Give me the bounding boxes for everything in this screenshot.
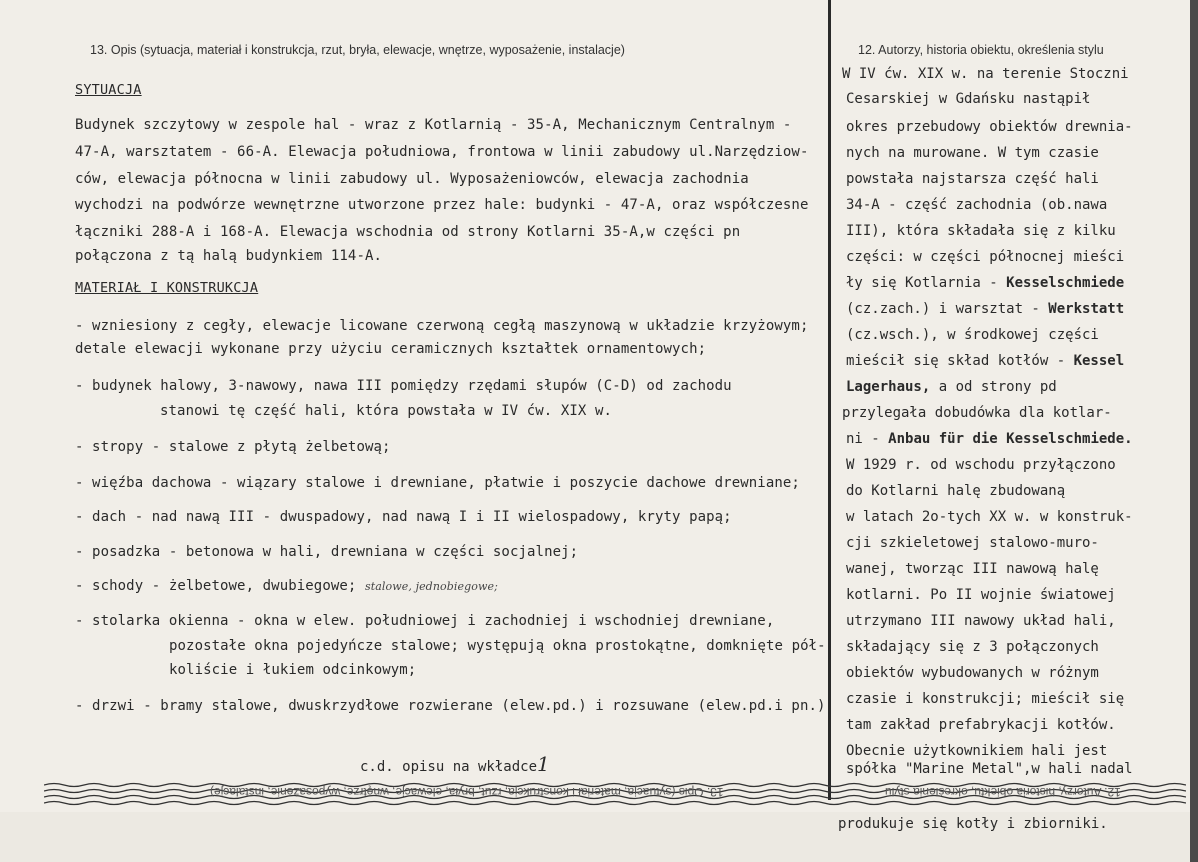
history-line: Cesarskiej w Gdańsku nastąpił (846, 91, 1091, 107)
material-line (75, 578, 498, 594)
situation-line: ców, elewacja północna w linii zabudowy ul. Wyposażeniowców, elewacja zachodnia (75, 171, 749, 187)
material-line: - wzniesiony z cegły, elewacje licowane czerwoną cegłą maszynową w układzie krzyżowym; (75, 318, 809, 334)
history-term: Werkstatt (1048, 301, 1125, 317)
history-line: tam zakład prefabrykacji kotłów. (846, 717, 1116, 733)
mirrored-footer-right: 12. Autorzy, historia obiektu, określenia stylu (885, 785, 1121, 799)
history-line: cji szkieletowej stalowo-muro- (846, 535, 1099, 551)
material-line: - dach - nad nawą III - dwuspadowy, nad nawą I i II wielospadowy, kryty papą; (75, 509, 732, 525)
history-line: Obecnie użytkownikiem hali jest (846, 743, 1108, 759)
stairs-text: - schody - żelbetowe, dwubiegowe; (75, 578, 357, 594)
situation-line: wychodzi na podwórze wewnętrzne utworzone przez hale: budynki - 47-A, oraz współczesne (75, 197, 809, 213)
continuation-text: c.d. opisu na wkładce (360, 759, 538, 775)
material-line: detale elewacji wykonane przy użyciu ceramicznych kształtek ornamentowych; (75, 341, 707, 357)
situation-line: połączona z tą halą budynkiem 114-A. (75, 248, 383, 264)
history-text: a od strony pd (930, 379, 1057, 395)
material-line: koliście i łukiem odcinkowym; (169, 662, 417, 678)
history-text: mieścił się skład kotłów - (846, 353, 1074, 369)
history-line: kotlarni. Po II wojnie światowej (846, 587, 1116, 603)
history-line: (cz.wsch.), w środkowej części (846, 327, 1099, 343)
history-line: III), która składała się z kilku (846, 223, 1116, 239)
history-term: Lagerhaus, (846, 379, 931, 395)
history-line: wanej, tworząc III nawową halę (846, 561, 1099, 577)
history-line: do Kotlarni halę zbudowaną (846, 483, 1066, 499)
material-line: - więźba dachowa - wiązary stalowe i drewniane, płatwie i poszycie dachowe drewniane; (75, 475, 800, 491)
history-line (846, 353, 1124, 369)
right-border (1190, 0, 1198, 862)
history-line: obiektów wybudowanych w różnym (846, 665, 1099, 681)
history-line-last: produkuje się kotły i zbiorniki. (838, 816, 1108, 832)
left-header: 13. Opis (sytuacja, materiał i konstrukcja, rzut, bryła, elewacje, wnętrze, wyposażenie, instalacje) (90, 43, 625, 57)
history-line: okres przebudowy obiektów drewnia- (846, 119, 1133, 135)
history-term: Kessel (1073, 353, 1125, 369)
situation-line: łączniki 288-A i 168-A. Elewacja wschodnia od strony Kotlarni 35-A,w części pn (75, 224, 741, 240)
right-header: 12. Autorzy, historia obiektu, określenia stylu (858, 43, 1104, 57)
history-line: spółka "Marine Metal",w hali nadal (846, 761, 1133, 777)
material-line: - stropy - stalowe z płytą żelbetową; (75, 439, 391, 455)
history-line (846, 301, 1124, 317)
history-line: nych na murowane. W tym czasie (846, 145, 1099, 161)
history-line (846, 431, 1133, 447)
material-line: pozostałe okna pojedyńcze stalowe; występują okna prostokątne, domknięte pół- (169, 638, 826, 654)
column-divider (828, 0, 831, 800)
history-line: czasie i konstrukcji; mieścił się (846, 691, 1125, 707)
material-line: - budynek halowy, 3-nawowy, nawa III pomiędzy rzędami słupów (C-D) od zachodu (75, 378, 732, 394)
continuation-note (360, 752, 550, 776)
history-line: utrzymano III nawowy układ hali, (846, 613, 1116, 629)
situation-line: 47-A, warsztatem - 66-A. Elewacja południowa, frontowa w linii zabudowy ul.Narzędziow- (75, 144, 809, 160)
history-term: Kesselschmiede (1006, 275, 1125, 291)
history-line: 34-A - część zachodnia (ob.nawa (846, 197, 1108, 213)
material-line: - posadzka - betonowa w hali, drewniana w części socjalnej; (75, 544, 579, 560)
history-line: powstała najstarsza część hali (846, 171, 1099, 187)
history-line: W 1929 r. od wschodu przyłączono (846, 457, 1116, 473)
history-term: Anbau für die Kesselschmiede. (888, 431, 1133, 447)
mirrored-footer-left: 13. Opis (sytuacja, materiał i konstrukcja, rzut, bryła, elewacje, wnętrze, wyposażenie, instalacje) (210, 785, 724, 799)
history-line: części: w części północnej mieści (846, 249, 1125, 265)
history-line: składający się z 3 połączonych (846, 639, 1099, 655)
history-line: przylegała dobudówka dla kotlar- (842, 405, 1112, 421)
material-line: - drzwi - bramy stalowe, dwuskrzydłowe rozwierane (elew.pd.) i rozsuwane (elew.pd.i pn.) (75, 698, 826, 714)
material-title: MATERIAŁ I KONSTRUKCJA (75, 280, 259, 296)
history-text: (cz.zach.) i warsztat - (846, 301, 1049, 317)
material-line: stanowi tę część hali, która powstała w IV ćw. XIX w. (160, 403, 613, 419)
history-text: ły się Kotlarnia - (846, 275, 1007, 291)
situation-line: Budynek szczytowy w zespole hal - wraz z Kotlarnią - 35-A, Mechanicznym Centralnym - (75, 117, 792, 133)
material-line: - stolarka okienna - okna w elew. południowej i zachodniej i wschodniej drewniane, (75, 613, 775, 629)
history-line: w latach 2o-tych XX w. w konstruk- (846, 509, 1133, 525)
continuation-number: 1 (537, 752, 550, 776)
situation-title: SYTUACJA (75, 82, 142, 98)
history-text: ni - (846, 431, 889, 447)
history-line (846, 379, 1057, 395)
history-line: W IV ćw. XIX w. na terenie Stoczni (842, 66, 1129, 82)
handwritten-note: stalowe, jednobiegowe; (364, 580, 498, 593)
history-line (846, 275, 1124, 291)
